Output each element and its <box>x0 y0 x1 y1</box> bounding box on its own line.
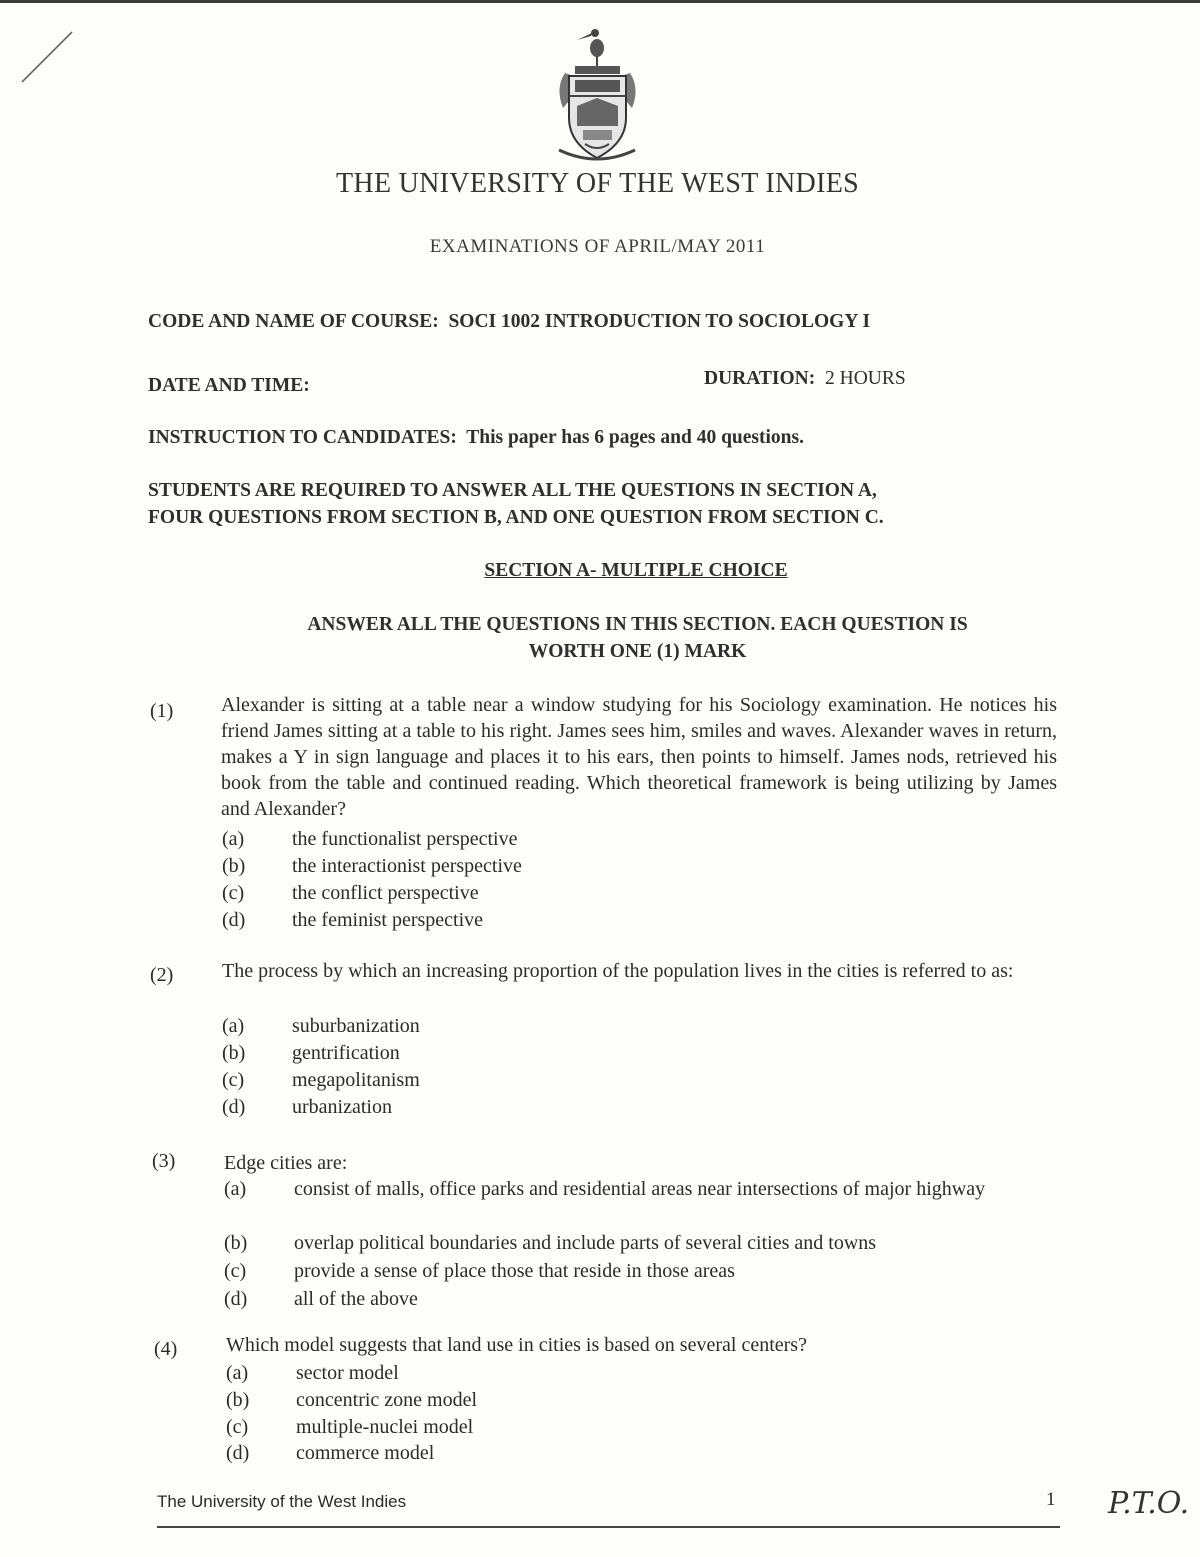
course-value: SOCI 1002 INTRODUCTION TO SOCIOLOGY I <box>448 311 871 332</box>
requirement-line-1: STUDENTS ARE REQUIRED TO ANSWER ALL THE QUESTIONS IN SECTION A, <box>148 480 877 501</box>
option-label: (d) <box>224 1288 248 1310</box>
course-label: CODE AND NAME OF COURSE: <box>148 311 439 332</box>
option-text: consist of malls, office parks and residential areas near intersections of major highway <box>294 1178 986 1200</box>
section-title: SECTION A- MULTIPLE CHOICE <box>484 560 788 581</box>
university-crest-icon <box>545 18 650 168</box>
option-text: commerce model <box>296 1442 435 1464</box>
option-label: (c) <box>222 1069 245 1091</box>
option-text: the interactionist perspective <box>292 855 522 877</box>
option-text: all of the above <box>294 1288 418 1310</box>
option-label: (d) <box>222 909 246 931</box>
option-text: the functionalist perspective <box>292 828 518 850</box>
question-number: (3) <box>152 1150 176 1172</box>
option-text: concentric zone model <box>296 1389 478 1411</box>
question-text: The process by which an increasing proportion of the population lives in the cities is referred to as: <box>222 960 1014 982</box>
footer-university: The University of the West Indies <box>157 1492 407 1511</box>
option-label: (c) <box>224 1260 247 1282</box>
instruction-label: INSTRUCTION TO CANDIDATES: <box>148 427 457 448</box>
question-text: Which model suggests that land use in cities is based on several centers? <box>226 1334 807 1356</box>
university-name: THE UNIVERSITY OF THE WEST INDIES <box>336 168 859 199</box>
duration-value: 2 HOURS <box>824 368 906 389</box>
option-label: (b) <box>222 1042 246 1064</box>
option-text: the conflict perspective <box>292 882 479 904</box>
option-label: (b) <box>224 1232 248 1254</box>
option-text: multiple-nuclei model <box>296 1416 474 1438</box>
section-instruction <box>230 611 1045 665</box>
section-instruction-line-1: ANSWER ALL THE QUESTIONS IN THIS SECTION. EACH QUESTION IS <box>307 614 968 635</box>
instruction-value: This paper has 6 pages and 40 questions. <box>466 427 804 448</box>
option-label: (b) <box>226 1389 250 1411</box>
option-label: (b) <box>222 855 246 877</box>
option-text: suburbanization <box>292 1015 420 1037</box>
option-label: (d) <box>226 1442 250 1464</box>
option-label: (a) <box>224 1178 247 1200</box>
course-line <box>148 311 870 333</box>
option-text: urbanization <box>292 1096 392 1118</box>
option-text: provide a sense of place those that reside in those areas <box>294 1260 735 1282</box>
duration-line <box>704 368 906 390</box>
option-text: the feminist perspective <box>292 909 484 931</box>
option-label: (a) <box>226 1362 249 1384</box>
option-text: gentrification <box>292 1042 400 1064</box>
option-label: (a) <box>222 828 245 850</box>
question-text: Edge cities are: <box>224 1152 348 1174</box>
top-scan-edge <box>0 0 1200 3</box>
option-label: (d) <box>222 1096 246 1118</box>
handwritten-pto-note: P.T.O. <box>1108 1486 1190 1521</box>
section-instruction-line-2: WORTH ONE (1) MARK <box>528 641 747 662</box>
date-time-label: DATE AND TIME: <box>148 375 310 396</box>
option-text: megapolitanism <box>292 1069 420 1091</box>
question-number: (4) <box>154 1338 178 1360</box>
option-text: overlap political boundaries and include parts of several cities and towns <box>294 1232 877 1254</box>
page-number: 1 <box>1046 1489 1056 1510</box>
question-text: Alexander is sitting at a table near a window studying for his Sociology examination. He notices his friend James sitting at a table to his right. James sees him, smiles and waves. Alexander waves in return, makes a Y in sign language and places it to his ears, then points to himself. James nods, retrieved his book from the table and continued reading. Which theoretical framework is being utilizing by James and Alexander? <box>221 694 1057 820</box>
option-label: (c) <box>226 1416 249 1438</box>
footer-rule <box>157 1526 1060 1528</box>
option-label: (c) <box>222 882 245 904</box>
option-label: (a) <box>222 1015 245 1037</box>
instruction-line <box>148 427 804 449</box>
exam-session: EXAMINATIONS OF APRIL/MAY 2011 <box>429 236 766 257</box>
requirement-line-2: FOUR QUESTIONS FROM SECTION B, AND ONE QUESTION FROM SECTION C. <box>148 507 884 528</box>
option-text: sector model <box>296 1362 399 1384</box>
question-number: (2) <box>150 964 174 986</box>
pen-mark-icon <box>18 28 78 88</box>
question-number: (1) <box>150 700 174 722</box>
duration-label: DURATION: <box>704 368 816 389</box>
